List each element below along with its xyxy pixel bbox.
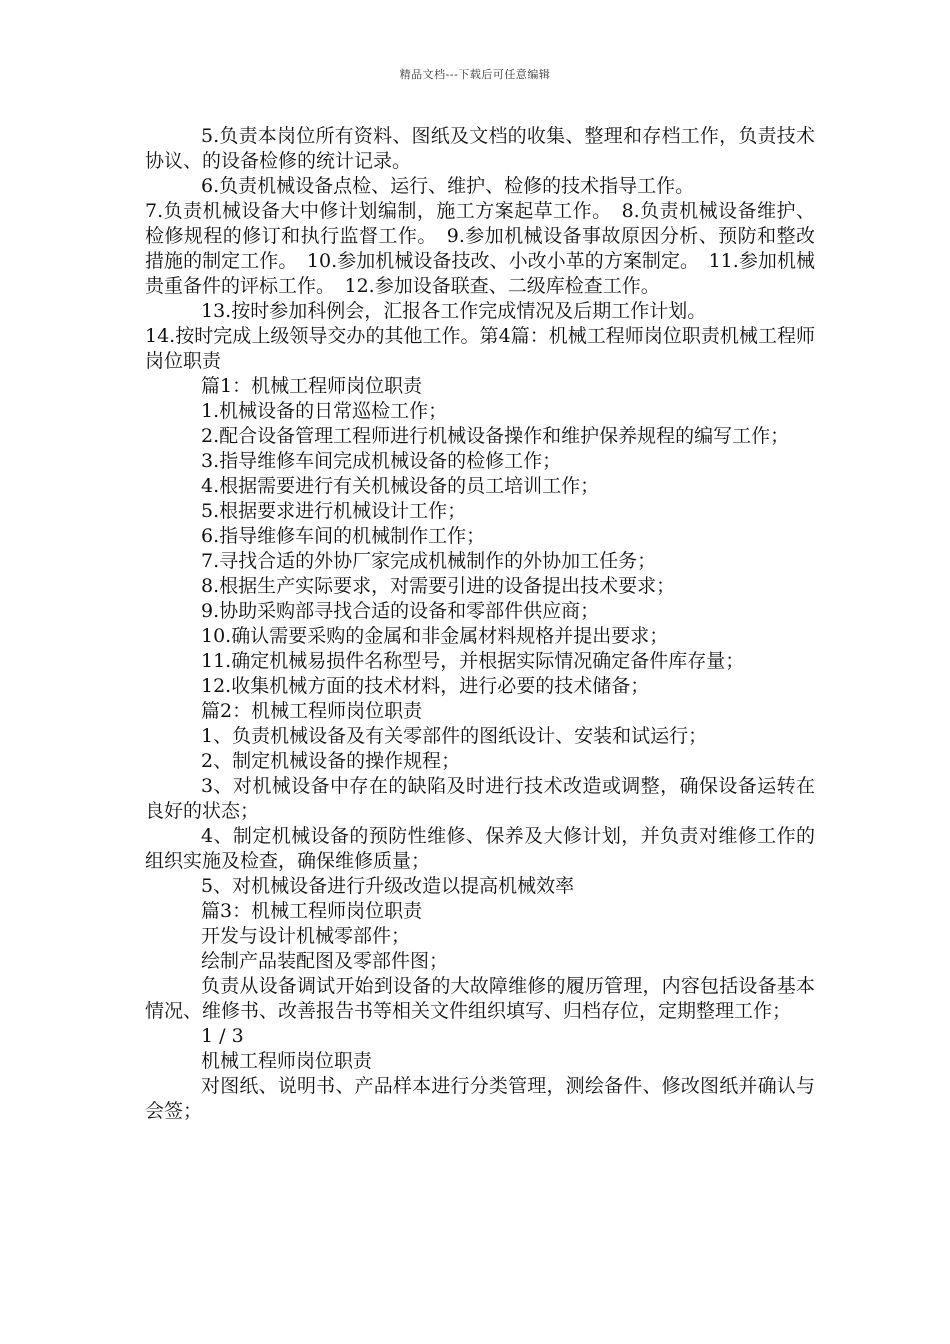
section-heading: 篇1：机械工程师岗位职责: [201, 375, 423, 397]
section-heading: 篇2：机械工程师岗位职责: [201, 700, 423, 722]
list-item: 5、对机械设备进行升级改造以提高机械效率: [201, 875, 575, 897]
paragraph: 7.负责机械设备大中修计划编制，施工方案起草工作。 8.负责机械设备维护、检修规程的修订和执行监督工作。 9.参加机械设备事故原因分析、预防和整改措施的制定工作。 10.参加机械设备技改、小改小革的方案制定。 11.参加机械贵重备件的评标工作。 12.参加设备联查、二级库检查工作。: [145, 200, 815, 297]
list-item: 9.协助采购部寻找合适的设备和零部件供应商；: [201, 600, 600, 622]
list-item: 开发与设计机械零部件；: [201, 925, 411, 947]
list-item: 5.根据要求进行机械设计工作；: [201, 500, 467, 522]
list-item: 2.配合设备管理工程师进行机械设备操作和维护保养规程的编写工作；: [201, 425, 790, 447]
list-item: 2、制定机械设备的操作规程；: [201, 750, 461, 772]
list-item: 7.寻找合适的外协厂家完成机械制作的外协加工任务；: [201, 550, 657, 572]
list-item: 1、负责机械设备及有关零部件的图纸设计、安装和试运行；: [201, 725, 708, 747]
list-item: 绘制产品装配图及零部件图；: [201, 950, 449, 972]
running-title: 机械工程师岗位职责: [201, 1050, 373, 1072]
list-item: 3、对机械设备中存在的缺陷及时进行技术改造或调整，确保设备运转在良好的状态；: [145, 775, 815, 822]
page-header: 精品文档---下载后可任意编辑: [399, 68, 551, 81]
list-item: 10.确认需要采购的金属和非金属材料规格并提出要求；: [201, 625, 669, 647]
list-item: 对图纸、说明书、产品样本进行分类管理，测绘备件、修改图纸并确认与会签；: [145, 1075, 815, 1122]
paragraph: 5.负责本岗位所有资料、图纸及文档的收集、整理和存档工作，负责技术协议、的设备检修的统计记录。: [145, 125, 815, 172]
list-item: 4、制定机械设备的预防性维修、保养及大修计划，并负责对维修工作的组织实施及检查，确保维修质量；: [145, 825, 815, 872]
list-item: 11.确定机械易损件名称型号，并根据实际情况确定备件库存量；: [201, 650, 745, 672]
list-item: 1.机械设备的日常巡检工作；: [201, 400, 448, 422]
section-heading: 篇3：机械工程师岗位职责: [201, 900, 423, 922]
list-item: 8.根据生产实际要求，对需要引进的设备提出技术要求；: [201, 575, 676, 597]
paragraph: 6.负责机械设备点检、运行、维护、检修的技术指导工作。: [201, 175, 695, 197]
list-item: 6.指导维修车间的机械制作工作；: [201, 525, 486, 547]
list-item: 3.指导维修车间完成机械设备的检修工作；: [201, 450, 562, 472]
list-item: 4.根据需要进行有关机械设备的员工培训工作；: [201, 475, 600, 497]
list-item: 12.收集机械方面的技术材料，进行必要的技术储备；: [201, 675, 650, 697]
list-item: 负责从设备调试开始到设备的大故障维修的履历管理，内容包括设备基本情况、维修书、改善报告书等相关文件组织填写、归档存位，定期整理工作；: [145, 975, 815, 1022]
document-body: [145, 124, 815, 1124]
paragraph: 13.按时参加科例会，汇报各工作完成情况及后期工作计划。: [201, 300, 707, 322]
paragraph: 14.按时完成上级领导交办的其他工作。第4篇：机械工程师岗位职责机械工程师岗位职责: [145, 325, 815, 372]
page-number: 1 / 3: [201, 1025, 244, 1047]
